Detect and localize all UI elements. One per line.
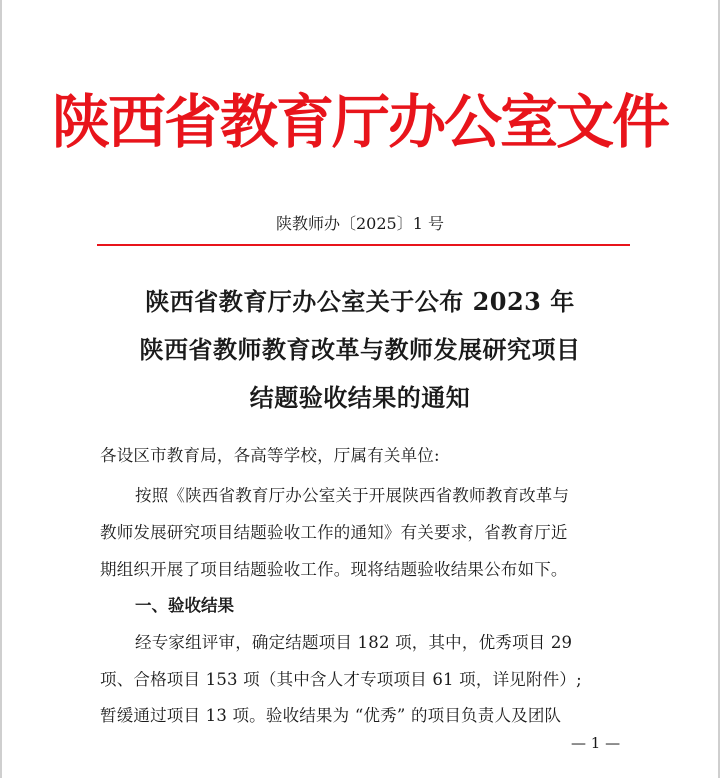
paragraph2-line-3: 暂缓通过项目 13 项。验收结果为 “优秀” 的项目负责人及团队 (100, 706, 562, 725)
salutation: 各设区市教育局，各高等学校，厅属有关单位: (100, 446, 440, 465)
section1-heading: 一、验收结果 (135, 596, 234, 615)
paragraph1-line-2: 教师发展研究项目结题验收工作的通知》有关要求，省教育厅近 (100, 523, 568, 542)
paragraph2-line-2: 项、合格项目 153 项（其中含人才专项项目 61 项，详见附件）; (100, 670, 582, 689)
paragraph1-line-3: 期组织开展了项目结题验收工作。现将结题验收结果公布如下。 (100, 560, 568, 579)
notice-title-line-2: 陕西省教师教育改革与教师发展研究项目 (139, 335, 581, 364)
paragraph1-line-1: 按照《陕西省教育厅办公室关于开展陕西省教师教育改革与 (135, 486, 570, 505)
issuer-header-title: 陕西省教育厅办公室文件 (51, 88, 668, 156)
document-number: 陕教师办〔2025〕1 号 (276, 214, 444, 233)
notice-title-line-1: 陕西省教育厅办公室关于公布 2023 年 (145, 287, 575, 316)
notice-title-line-3: 结题验收结果的通知 (249, 383, 471, 412)
paragraph2-line-1: 经专家组评审，确定结题项目 182 项，其中，优秀项目 29 (135, 633, 573, 652)
red-separator-rule (97, 244, 630, 246)
page-number: — 1 — (571, 734, 621, 752)
